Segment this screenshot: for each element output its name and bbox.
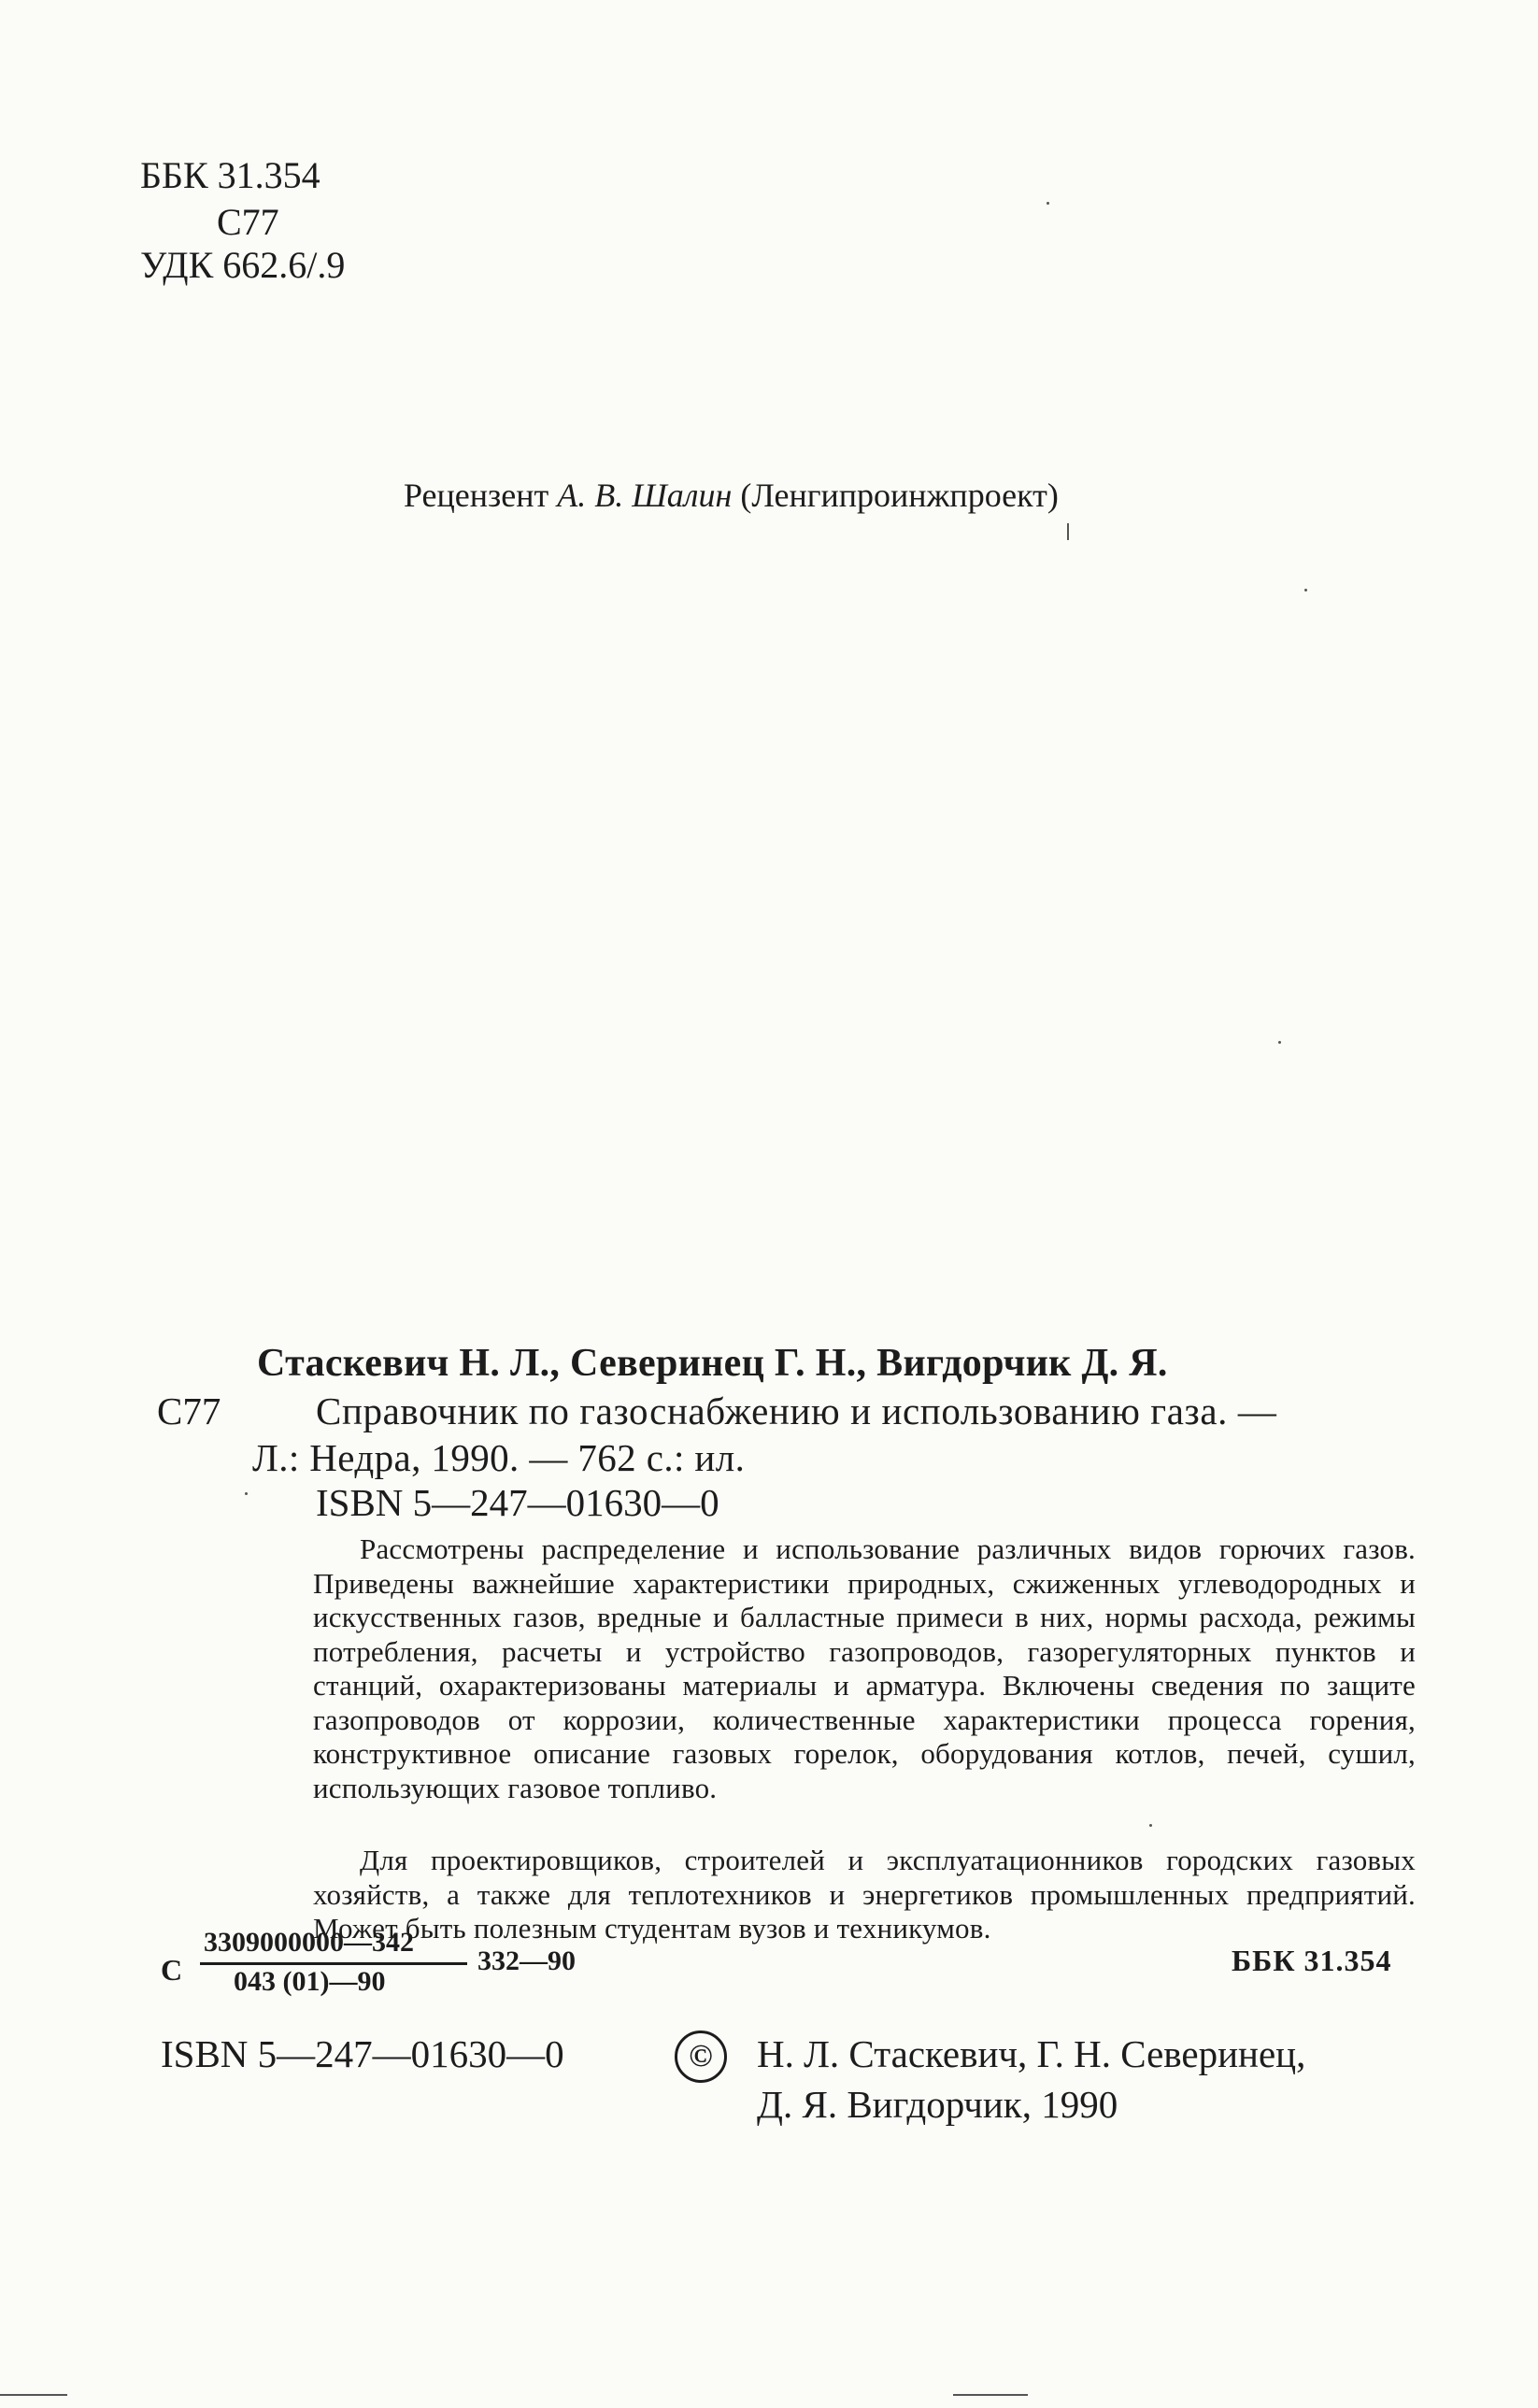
scan-speck xyxy=(1047,202,1049,205)
udk-code: УДК 662.6/.9 xyxy=(140,244,346,286)
catalog-letter: С xyxy=(161,1953,183,1987)
scan-mark xyxy=(0,2394,67,2396)
entry-title-line1: Справочник по газоснабжению и использованию газа. — xyxy=(316,1389,1277,1432)
reviewer-name: А. В. Шалин xyxy=(557,477,733,514)
reviewer-org: (Ленгипроинжпроект) xyxy=(740,477,1059,514)
annotation-paragraph-1: Рассмотрены распределение и использование различных видов горючих газов. Приведены важнейшие характеристики природных, сжиженных углеводородных и искусственных газов, вредные и балластные примеси в них, нормы расхода, режимы потребления, расчеты и устройство газопроводов, газорегуляторных пунктов и станций, охарактеризованы материалы и арматура. Включены сведения по защите газопроводов от коррозии, количественные характеристики процесса горения, конструктивное описание газовых горелок, оборудования котлов, печей, сушил, использующих газовое топливо. xyxy=(313,1532,1416,1804)
entry-title-line2: Л.: Недра, 1990. — 762 с.: ил. xyxy=(252,1436,746,1479)
scan-speck xyxy=(1304,589,1307,591)
copyright-holders-line1: Н. Л. Стаскевич, Г. Н. Северинец, xyxy=(757,2032,1306,2075)
catalog-fraction-bar xyxy=(200,1962,467,1965)
catalog-denominator: 043 (01)—90 xyxy=(234,1966,386,1997)
author-mark: С77 xyxy=(217,201,279,243)
scan-mark xyxy=(953,2394,1028,2396)
reviewer-line xyxy=(404,478,1059,512)
annotation-paragraph-2: Для проектировщиков, строителей и эксплуатационников городских газовых хозяйств, а также для теплотехников и энергетиков промышленных предприятий. Может быть полезным студентам вузов и техникумов. xyxy=(313,1844,1416,1945)
bbk-code: ББК 31.354 xyxy=(140,154,320,196)
reviewer-label: Рецензент xyxy=(404,477,549,514)
entry-isbn: ISBN 5—247—01630—0 xyxy=(316,1481,719,1524)
copyright-isbn: ISBN 5—247—01630—0 xyxy=(161,2032,564,2075)
catalog-suffix: 332—90 xyxy=(477,1945,576,1976)
copyright-icon: © xyxy=(675,2030,727,2083)
entry-code: С77 xyxy=(157,1389,221,1432)
scan-mark xyxy=(1067,523,1069,540)
catalog-numerator: 3309000000—342 xyxy=(204,1927,414,1958)
catalog-bbk: ББК 31.354 xyxy=(1232,1944,1392,1977)
scan-speck xyxy=(245,1492,248,1495)
scan-speck xyxy=(1278,1041,1281,1044)
scan-speck xyxy=(1149,1824,1152,1827)
entry-authors: Стаскевич Н. Л., Северинец Г. Н., Вигдорчик Д. Я. xyxy=(257,1342,1168,1385)
copyright-holders-line2: Д. Я. Вигдорчик, 1990 xyxy=(757,2083,1118,2126)
